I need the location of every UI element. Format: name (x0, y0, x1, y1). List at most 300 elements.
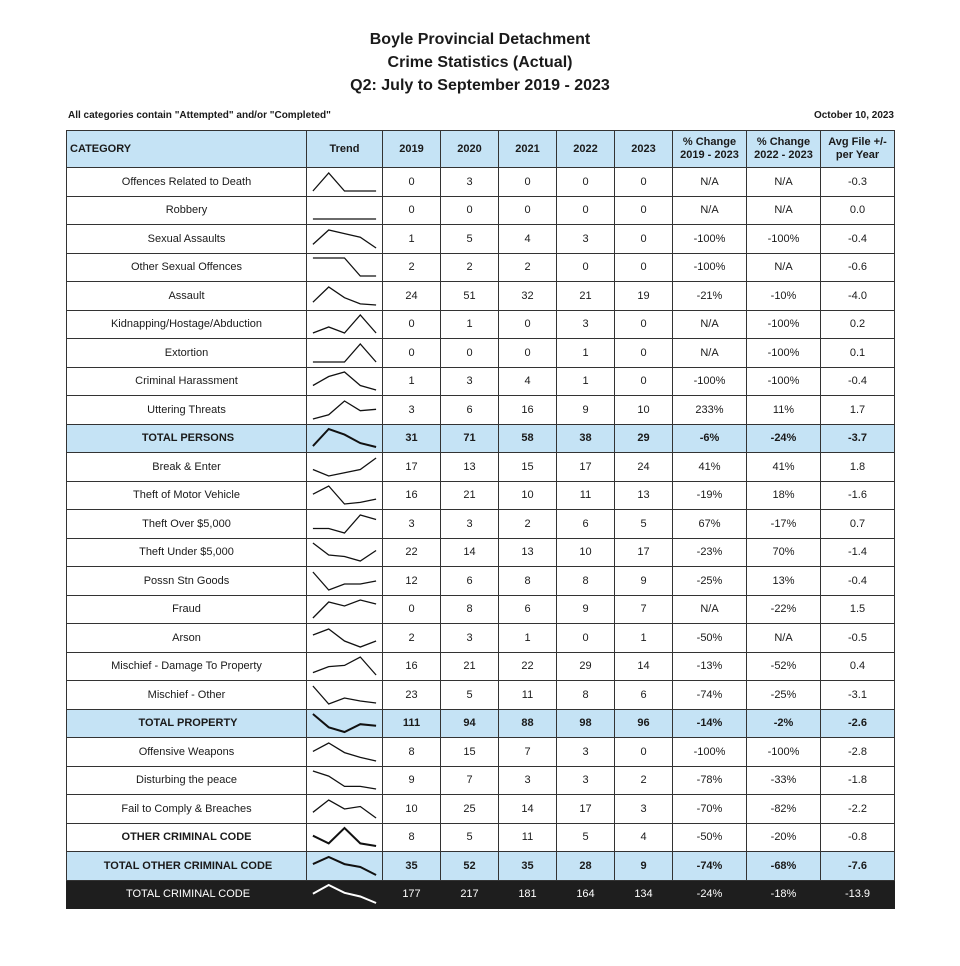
category-cell: Mischief - Damage To Property (67, 652, 307, 681)
value-2019: 0 (383, 339, 441, 368)
value-2023: 134 (615, 880, 673, 909)
crime-statistics-table (66, 130, 895, 909)
value-2020: 21 (441, 652, 499, 681)
header-row (67, 131, 895, 168)
avg-file-per-year: 1.5 (821, 595, 895, 624)
value-2020: 5 (441, 823, 499, 852)
trend-polyline (313, 657, 376, 675)
value-2023: 9 (615, 567, 673, 596)
col-pct-a-line1: % Change (682, 136, 737, 148)
pct-change-2022-2023: -52% (747, 652, 821, 681)
value-2022: 3 (557, 738, 615, 767)
trend-line-icon (307, 796, 382, 822)
avg-file-per-year: -0.3 (821, 168, 895, 197)
value-2019: 0 (383, 196, 441, 225)
value-2021: 15 (499, 453, 557, 482)
value-2019: 22 (383, 538, 441, 567)
pct-change-2019-2023: -24% (673, 880, 747, 909)
value-2021: 4 (499, 225, 557, 254)
value-2020: 6 (441, 567, 499, 596)
col-avg-line1: Avg File +/- (828, 136, 887, 148)
value-2021: 11 (499, 681, 557, 710)
category-cell: Uttering Threats (67, 396, 307, 425)
table-row (67, 253, 895, 282)
category-cell: Theft Over $5,000 (67, 510, 307, 539)
value-2021: 35 (499, 852, 557, 881)
value-2022: 11 (557, 481, 615, 510)
value-2023: 17 (615, 538, 673, 567)
table-row (67, 339, 895, 368)
pct-change-2022-2023: -24% (747, 424, 821, 453)
avg-file-per-year: 0.7 (821, 510, 895, 539)
trend-polyline (313, 629, 376, 647)
value-2022: 164 (557, 880, 615, 909)
pct-change-2022-2023: -100% (747, 310, 821, 339)
value-2023: 29 (615, 424, 673, 453)
trend-line-icon (307, 682, 382, 708)
value-2022: 0 (557, 196, 615, 225)
table-row (67, 481, 895, 510)
trend-line-icon (307, 368, 382, 394)
category-cell: Fail to Comply & Breaches (67, 795, 307, 824)
value-2019: 111 (383, 709, 441, 738)
col-2022: 2022 (557, 131, 615, 168)
pct-change-2019-2023: N/A (673, 168, 747, 197)
col-pct-a-line2: 2019 - 2023 (680, 149, 739, 161)
trend-line-icon (307, 169, 382, 195)
trend-sparkline (307, 709, 383, 738)
value-2021: 2 (499, 253, 557, 282)
trend-line-icon (307, 482, 382, 508)
trend-polyline (313, 515, 376, 533)
value-2020: 13 (441, 453, 499, 482)
avg-file-per-year: 1.8 (821, 453, 895, 482)
trend-polyline (313, 800, 376, 818)
avg-file-per-year: -1.4 (821, 538, 895, 567)
value-2020: 3 (441, 624, 499, 653)
trend-sparkline (307, 823, 383, 852)
trend-sparkline (307, 225, 383, 254)
pct-change-2022-2023: -100% (747, 738, 821, 767)
value-2022: 1 (557, 339, 615, 368)
trend-polyline (313, 743, 376, 761)
value-2022: 1 (557, 367, 615, 396)
trend-sparkline (307, 652, 383, 681)
table-row (67, 652, 895, 681)
trend-sparkline (307, 282, 383, 311)
avg-file-per-year: -13.9 (821, 880, 895, 909)
category-cell: Arson (67, 624, 307, 653)
value-2022: 5 (557, 823, 615, 852)
pct-change-2022-2023: -100% (747, 339, 821, 368)
category-cell: Disturbing the peace (67, 766, 307, 795)
table-row (67, 225, 895, 254)
value-2020: 0 (441, 339, 499, 368)
value-2019: 3 (383, 396, 441, 425)
value-2023: 10 (615, 396, 673, 425)
trend-polyline (313, 543, 376, 561)
trend-line-icon (307, 197, 382, 223)
value-2019: 23 (383, 681, 441, 710)
pct-change-2022-2023: -100% (747, 225, 821, 254)
trend-sparkline (307, 738, 383, 767)
col-2023: 2023 (615, 131, 673, 168)
table-row (67, 567, 895, 596)
trend-sparkline (307, 168, 383, 197)
category-cell: Other Sexual Offences (67, 253, 307, 282)
trend-line-icon (307, 710, 382, 736)
avg-file-per-year: -2.6 (821, 709, 895, 738)
trend-polyline (313, 230, 376, 248)
pct-change-2022-2023: -25% (747, 681, 821, 710)
trend-line-icon (307, 226, 382, 252)
pct-change-2019-2023: -13% (673, 652, 747, 681)
value-2019: 1 (383, 225, 441, 254)
title-subtitle: Crime Statistics (Actual) (387, 54, 573, 71)
value-2021: 88 (499, 709, 557, 738)
pct-change-2019-2023: -74% (673, 852, 747, 881)
trend-sparkline (307, 852, 383, 881)
pct-change-2019-2023: -50% (673, 624, 747, 653)
trend-polyline (313, 686, 376, 704)
value-2020: 0 (441, 196, 499, 225)
table-row (67, 766, 895, 795)
value-2020: 15 (441, 738, 499, 767)
col-2021: 2021 (499, 131, 557, 168)
avg-file-per-year: -1.6 (821, 481, 895, 510)
category-cell: TOTAL PROPERTY (67, 709, 307, 738)
trend-line-icon (307, 340, 382, 366)
value-2020: 3 (441, 168, 499, 197)
trend-sparkline (307, 481, 383, 510)
trend-polyline (313, 429, 376, 447)
trend-sparkline (307, 453, 383, 482)
value-2019: 31 (383, 424, 441, 453)
pct-change-2019-2023: -21% (673, 282, 747, 311)
trend-sparkline (307, 424, 383, 453)
value-2021: 14 (499, 795, 557, 824)
avg-file-per-year: 0.2 (821, 310, 895, 339)
category-cell: TOTAL OTHER CRIMINAL CODE (67, 852, 307, 881)
trend-sparkline (307, 538, 383, 567)
trend-sparkline (307, 595, 383, 624)
value-2019: 12 (383, 567, 441, 596)
table-row (67, 367, 895, 396)
value-2019: 9 (383, 766, 441, 795)
table-body (67, 168, 895, 909)
value-2023: 0 (615, 310, 673, 339)
trend-sparkline (307, 880, 383, 909)
value-2019: 16 (383, 481, 441, 510)
value-2019: 0 (383, 595, 441, 624)
value-2023: 0 (615, 253, 673, 282)
pct-change-2019-2023: -78% (673, 766, 747, 795)
value-2021: 10 (499, 481, 557, 510)
value-2022: 3 (557, 766, 615, 795)
avg-file-per-year: -2.2 (821, 795, 895, 824)
report-date: October 10, 2023 (813, 110, 894, 121)
pct-change-2022-2023: -17% (747, 510, 821, 539)
col-pct-b-line2: 2022 - 2023 (754, 149, 813, 161)
title-detachment: Boyle Provincial Detachment (369, 31, 591, 48)
trend-polyline (313, 401, 376, 419)
title-period: Q2: July to September 2019 - 2023 (350, 77, 610, 94)
value-2022: 0 (557, 253, 615, 282)
col-pct-change-2022-2023 (747, 131, 821, 168)
trend-polyline (313, 287, 376, 305)
trend-line-icon (307, 511, 382, 537)
trend-polyline (313, 572, 376, 590)
value-2020: 217 (441, 880, 499, 909)
trend-sparkline (307, 367, 383, 396)
value-2019: 16 (383, 652, 441, 681)
avg-file-per-year: 1.7 (821, 396, 895, 425)
pct-change-2022-2023: -22% (747, 595, 821, 624)
trend-sparkline (307, 766, 383, 795)
category-cell: Mischief - Other (67, 681, 307, 710)
trend-polyline (313, 828, 376, 846)
table-row (67, 823, 895, 852)
value-2021: 13 (499, 538, 557, 567)
value-2023: 6 (615, 681, 673, 710)
trend-line-icon (307, 254, 382, 280)
category-cell: TOTAL CRIMINAL CODE (67, 880, 307, 909)
category-cell: Possn Stn Goods (67, 567, 307, 596)
trend-polyline (313, 885, 376, 903)
value-2022: 9 (557, 396, 615, 425)
pct-change-2019-2023: -19% (673, 481, 747, 510)
trend-sparkline (307, 624, 383, 653)
pct-change-2022-2023: -20% (747, 823, 821, 852)
value-2023: 1 (615, 624, 673, 653)
category-cell: Theft of Motor Vehicle (67, 481, 307, 510)
pct-change-2022-2023: -82% (747, 795, 821, 824)
value-2023: 24 (615, 453, 673, 482)
trend-line-icon (307, 539, 382, 565)
trend-polyline (313, 372, 376, 390)
pct-change-2019-2023: N/A (673, 339, 747, 368)
table-row (67, 795, 895, 824)
category-cell: Sexual Assaults (67, 225, 307, 254)
value-2023: 5 (615, 510, 673, 539)
category-cell: Fraud (67, 595, 307, 624)
trend-line-icon (307, 653, 382, 679)
value-2020: 8 (441, 595, 499, 624)
pct-change-2019-2023: -100% (673, 253, 747, 282)
pct-change-2019-2023: -6% (673, 424, 747, 453)
avg-file-per-year: -3.1 (821, 681, 895, 710)
pct-change-2022-2023: -2% (747, 709, 821, 738)
value-2021: 4 (499, 367, 557, 396)
pct-change-2019-2023: 41% (673, 453, 747, 482)
trend-line-icon (307, 596, 382, 622)
table-row (67, 681, 895, 710)
table-row (67, 396, 895, 425)
table-row (67, 595, 895, 624)
value-2023: 9 (615, 852, 673, 881)
pct-change-2022-2023: 13% (747, 567, 821, 596)
trend-polyline (313, 458, 376, 476)
value-2019: 0 (383, 310, 441, 339)
value-2020: 3 (441, 367, 499, 396)
trend-line-icon (307, 425, 382, 451)
value-2022: 21 (557, 282, 615, 311)
category-cell: Criminal Harassment (67, 367, 307, 396)
value-2022: 0 (557, 624, 615, 653)
table-row (67, 880, 895, 909)
value-2023: 0 (615, 225, 673, 254)
value-2023: 3 (615, 795, 673, 824)
value-2023: 96 (615, 709, 673, 738)
value-2021: 7 (499, 738, 557, 767)
trend-line-icon (307, 824, 382, 850)
value-2023: 13 (615, 481, 673, 510)
value-2019: 35 (383, 852, 441, 881)
trend-polyline (313, 714, 376, 732)
trend-line-icon (307, 311, 382, 337)
value-2019: 0 (383, 168, 441, 197)
table-row (67, 282, 895, 311)
avg-file-per-year: -0.4 (821, 367, 895, 396)
pct-change-2019-2023: N/A (673, 595, 747, 624)
value-2023: 2 (615, 766, 673, 795)
trend-sparkline (307, 253, 383, 282)
pct-change-2022-2023: 70% (747, 538, 821, 567)
value-2019: 17 (383, 453, 441, 482)
pct-change-2019-2023: -23% (673, 538, 747, 567)
table-row (67, 424, 895, 453)
avg-file-per-year: -3.7 (821, 424, 895, 453)
col-category: CATEGORY (67, 131, 307, 168)
value-2021: 16 (499, 396, 557, 425)
value-2020: 7 (441, 766, 499, 795)
category-cell: Extortion (67, 339, 307, 368)
trend-polyline (313, 600, 376, 618)
value-2019: 8 (383, 738, 441, 767)
pct-change-2022-2023: -18% (747, 880, 821, 909)
value-2022: 38 (557, 424, 615, 453)
avg-file-per-year: -2.8 (821, 738, 895, 767)
value-2022: 10 (557, 538, 615, 567)
value-2023: 7 (615, 595, 673, 624)
trend-line-icon (307, 454, 382, 480)
table-row (67, 168, 895, 197)
avg-file-per-year: -0.6 (821, 253, 895, 282)
trend-line-icon (307, 283, 382, 309)
value-2022: 3 (557, 225, 615, 254)
pct-change-2019-2023: N/A (673, 310, 747, 339)
pct-change-2022-2023: N/A (747, 624, 821, 653)
pct-change-2022-2023: 11% (747, 396, 821, 425)
value-2023: 19 (615, 282, 673, 311)
avg-file-per-year: -0.4 (821, 567, 895, 596)
avg-file-per-year: -1.8 (821, 766, 895, 795)
trend-line-icon (307, 397, 382, 423)
trend-sparkline (307, 396, 383, 425)
pct-change-2019-2023: -74% (673, 681, 747, 710)
avg-file-per-year: 0.1 (821, 339, 895, 368)
value-2022: 98 (557, 709, 615, 738)
value-2020: 71 (441, 424, 499, 453)
pct-change-2019-2023: -70% (673, 795, 747, 824)
table-row (67, 709, 895, 738)
value-2021: 181 (499, 880, 557, 909)
trend-line-icon (307, 625, 382, 651)
avg-file-per-year: 0.0 (821, 196, 895, 225)
value-2019: 2 (383, 624, 441, 653)
category-cell: TOTAL PERSONS (67, 424, 307, 453)
col-avg-file (821, 131, 895, 168)
table-row (67, 738, 895, 767)
value-2021: 2 (499, 510, 557, 539)
pct-change-2022-2023: 18% (747, 481, 821, 510)
pct-change-2022-2023: N/A (747, 168, 821, 197)
trend-sparkline (307, 196, 383, 225)
value-2021: 1 (499, 624, 557, 653)
pct-change-2019-2023: 233% (673, 396, 747, 425)
col-2019: 2019 (383, 131, 441, 168)
trend-sparkline (307, 795, 383, 824)
value-2021: 0 (499, 339, 557, 368)
value-2022: 3 (557, 310, 615, 339)
value-2020: 25 (441, 795, 499, 824)
trend-polyline (313, 315, 376, 333)
value-2021: 3 (499, 766, 557, 795)
value-2020: 2 (441, 253, 499, 282)
value-2022: 28 (557, 852, 615, 881)
value-2022: 9 (557, 595, 615, 624)
value-2023: 4 (615, 823, 673, 852)
pct-change-2019-2023: -25% (673, 567, 747, 596)
value-2019: 24 (383, 282, 441, 311)
value-2023: 0 (615, 339, 673, 368)
value-2019: 2 (383, 253, 441, 282)
value-2019: 177 (383, 880, 441, 909)
value-2021: 8 (499, 567, 557, 596)
table-row (67, 453, 895, 482)
trend-sparkline (307, 510, 383, 539)
value-2023: 0 (615, 367, 673, 396)
value-2020: 6 (441, 396, 499, 425)
trend-line-icon (307, 739, 382, 765)
trend-line-icon (307, 881, 382, 907)
table-row (67, 510, 895, 539)
category-cell: OTHER CRIMINAL CODE (67, 823, 307, 852)
trend-polyline (313, 344, 376, 362)
trend-polyline (313, 857, 376, 875)
table-row (67, 624, 895, 653)
category-cell: Offences Related to Death (67, 168, 307, 197)
table-row (67, 852, 895, 881)
avg-file-per-year: -0.4 (821, 225, 895, 254)
pct-change-2022-2023: 41% (747, 453, 821, 482)
col-trend: Trend (307, 131, 383, 168)
value-2022: 17 (557, 795, 615, 824)
pct-change-2019-2023: -14% (673, 709, 747, 738)
pct-change-2022-2023: -100% (747, 367, 821, 396)
category-cell: Assault (67, 282, 307, 311)
value-2019: 10 (383, 795, 441, 824)
trend-polyline (313, 173, 376, 191)
trend-sparkline (307, 339, 383, 368)
avg-file-per-year: -0.5 (821, 624, 895, 653)
value-2022: 0 (557, 168, 615, 197)
trend-sparkline (307, 310, 383, 339)
value-2021: 58 (499, 424, 557, 453)
table-row (67, 196, 895, 225)
trend-polyline (313, 771, 376, 789)
value-2021: 0 (499, 168, 557, 197)
